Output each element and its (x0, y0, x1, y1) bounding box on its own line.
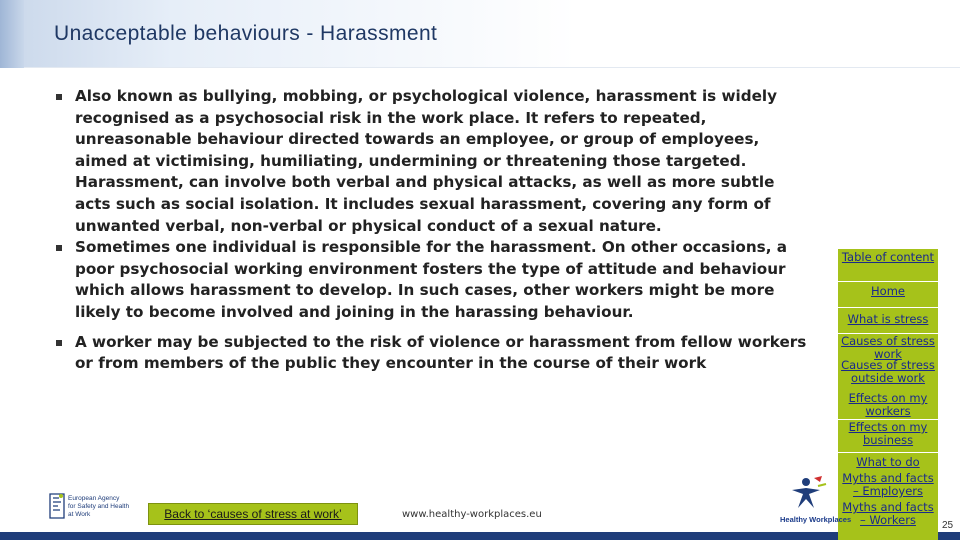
slide-body (54, 86, 814, 375)
bottom-bar (0, 532, 838, 540)
bullet-square-icon (56, 340, 62, 346)
nav-causes-stress-outside-work[interactable]: Causes of stress outside work (841, 358, 935, 385)
bullet-text: Also known as bullying, mobbing, or psychological violence, harassment is widely recognised as a psychosocial risk in the work place. It refers to repeated, unreasonable behaviour directed towards an employee, or group of employees, aimed at victimising, humiliating, undermining or threatening those targeted. Harassment, can involve both verbal and physical attacks, as well as more subtle acts such as social isolation. It includes sexual harassment, covering any form of unwanted verbal, non-verbal or physical conduct of a sexual nature. (75, 87, 778, 235)
bullet-item (54, 86, 814, 237)
nav-divider (838, 281, 938, 282)
navigation-menu (838, 249, 938, 540)
nav-myths-employers[interactable]: Myths and facts – Employers (842, 471, 934, 498)
nav-divider (838, 452, 938, 453)
bullet-text: Sometimes one individual is responsible for the harassment. On other occasions, a poor psychosocial working environment fosters the type of attitude and behaviour which allows harassment to develop. In such cases, other workers might be more likely to become involved and joining in the harassing behaviour. (75, 238, 788, 321)
back-to-causes-button[interactable]: Back to ‘causes of stress at work’ (148, 503, 358, 525)
bullet-square-icon (56, 94, 62, 100)
svg-text:European Agency: European Agency (68, 495, 120, 502)
nav-myths-workers[interactable]: Myths and facts – Workers (842, 500, 934, 527)
nav-effects-on-workers[interactable]: Effects on my workers (848, 391, 928, 418)
svg-text:at Work: at Work (68, 511, 91, 518)
bullet-square-icon (56, 245, 62, 251)
nav-what-to-do[interactable]: What to do (856, 455, 920, 469)
slide-title: Unacceptable behaviours - Harassment (54, 22, 438, 45)
nav-what-is-stress[interactable]: What is stress (847, 312, 929, 326)
bullet-item (54, 237, 814, 323)
nav-effects-on-business[interactable]: Effects on my business (848, 420, 928, 447)
bullet-text: A worker may be subjected to the risk of violence or harassment from fellow workers or from members of the public they encounter in the course of their work (75, 332, 807, 373)
nav-table-of-content[interactable]: Table of content (841, 250, 935, 264)
eu-osha-logo-icon (46, 490, 136, 524)
nav-home[interactable]: Home (871, 284, 905, 298)
page-number: 25 (942, 520, 954, 531)
svg-text:for Safety and Health: for Safety and Health (68, 503, 130, 510)
healthy-workplaces-label: Healthy Workplaces (780, 515, 852, 524)
bullet-item (54, 332, 814, 375)
nav-causes-stress-work[interactable]: Causes of stress work (841, 334, 935, 361)
footer-url: www.healthy-workplaces.eu (402, 509, 542, 520)
nav-divider (838, 307, 938, 308)
bottom-bar-right (938, 532, 960, 540)
